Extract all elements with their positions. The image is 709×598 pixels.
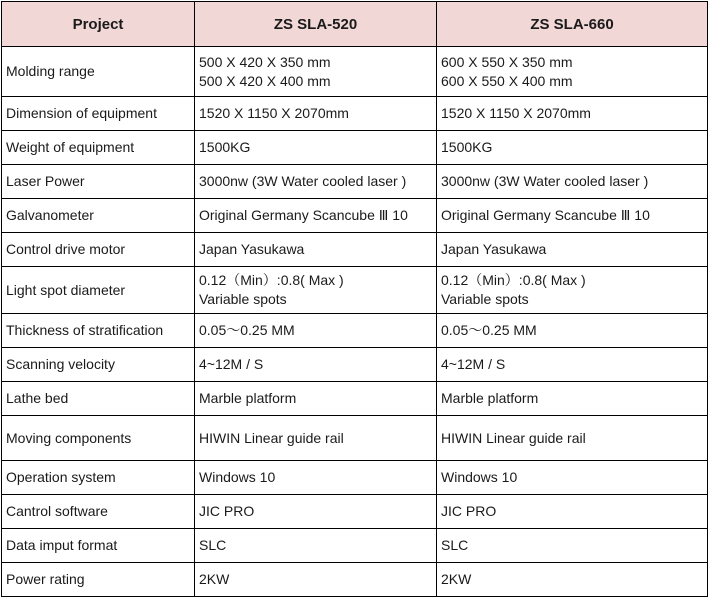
row-label: Thickness of stratification [2, 314, 195, 348]
cell-sla-660 [437, 416, 708, 461]
cell-line: HIWIN Linear guide rail [199, 429, 344, 446]
cell-sla-520 [195, 131, 437, 165]
cell-line: 3000nw (3W Water cooled laser ) [199, 173, 407, 189]
table-row [2, 233, 708, 267]
row-label: Control drive motor [2, 233, 195, 267]
table-row [2, 382, 708, 416]
cell-sla-660 [437, 199, 708, 233]
cell-line: Japan Yasukawa [199, 241, 305, 257]
cell-sla-660 [437, 382, 708, 416]
row-label: Weight of equipment [2, 131, 195, 165]
cell-sla-520 [195, 165, 437, 199]
cell-sla-660 [437, 131, 708, 165]
table-row [2, 348, 708, 382]
cell-line: 1500KG [441, 139, 493, 155]
cell-sla-520 [195, 348, 437, 382]
cell-sla-520 [195, 97, 437, 131]
cell-line: SLC [199, 537, 227, 553]
cell-line: Original Germany Scancube Ⅲ 10 [199, 207, 408, 223]
cell-line: 600 X 550 X 350 mm [441, 53, 573, 70]
cell-sla-660 [437, 461, 708, 495]
cell-line: 4~12M / S [441, 356, 506, 372]
header-project: Project [2, 2, 195, 47]
cell-line: HIWIN Linear guide rail [441, 429, 586, 446]
row-label: Moving components [2, 416, 195, 461]
cell-sla-660 [437, 267, 708, 314]
cell-sla-660 [437, 529, 708, 563]
cell-sla-660 [437, 495, 708, 529]
cell-sla-660 [437, 348, 708, 382]
row-label: Power rating [2, 563, 195, 597]
cell-line: JIC PRO [441, 503, 497, 519]
cell-line: Marble platform [199, 390, 297, 406]
cell-line: 0.05～0.25 MM [199, 322, 295, 338]
row-label: Cantrol software [2, 495, 195, 529]
header-row [2, 2, 708, 47]
table-row [2, 165, 708, 199]
cell-sla-520 [195, 563, 437, 597]
header-model-660: ZS SLA-660 [437, 2, 708, 47]
row-label: Molding range [2, 47, 195, 97]
cell-line: Windows 10 [441, 469, 518, 485]
row-label: Galvanometer [2, 199, 195, 233]
cell-sla-660 [437, 165, 708, 199]
cell-sla-520 [195, 47, 437, 97]
cell-line: 2KW [199, 571, 230, 587]
cell-sla-660 [437, 563, 708, 597]
cell-line: Variable spots [441, 291, 529, 307]
cell-line: JIC PRO [199, 503, 255, 519]
row-label: Laser Power [2, 165, 195, 199]
table-row [2, 461, 708, 495]
table-row [2, 97, 708, 131]
cell-line: 600 X 550 X 400 mm [441, 72, 573, 89]
cell-sla-520 [195, 529, 437, 563]
cell-sla-520 [195, 416, 437, 461]
row-label: Dimension of equipment [2, 97, 195, 131]
cell-sla-520 [195, 314, 437, 348]
table-row [2, 563, 708, 597]
cell-sla-660 [437, 233, 708, 267]
cell-line: Original Germany Scancube Ⅲ 10 [441, 207, 650, 223]
cell-line: 4~12M / S [199, 356, 264, 372]
cell-line: 0.12（Min）:0.8( Max ) [199, 272, 344, 288]
cell-line: Windows 10 [199, 469, 276, 485]
row-label: Operation system [2, 461, 195, 495]
row-label: Scanning velocity [2, 348, 195, 382]
cell-line: 1520 X 1150 X 2070mm [441, 105, 591, 121]
cell-line: SLC [441, 537, 469, 553]
table-row [2, 47, 708, 97]
cell-line: Japan Yasukawa [441, 241, 547, 257]
cell-line: 0.12（Min）:0.8( Max ) [441, 272, 586, 288]
cell-sla-520 [195, 495, 437, 529]
cell-sla-520 [195, 199, 437, 233]
cell-sla-660 [437, 97, 708, 131]
cell-sla-660 [437, 47, 708, 97]
cell-sla-520 [195, 461, 437, 495]
cell-line: 500 X 420 X 400 mm [199, 72, 331, 89]
cell-sla-520 [195, 382, 437, 416]
table-row [2, 314, 708, 348]
spec-body [2, 47, 708, 597]
row-label: Data imput format [2, 529, 195, 563]
row-label: Lathe bed [2, 382, 195, 416]
cell-line: 500 X 420 X 350 mm [199, 53, 331, 70]
cell-line: 1500KG [199, 139, 251, 155]
table-row [2, 416, 708, 461]
table-row [2, 131, 708, 165]
cell-line: 0.05～0.25 MM [441, 322, 537, 338]
cell-sla-520 [195, 233, 437, 267]
cell-line: Marble platform [441, 390, 539, 406]
table-row [2, 495, 708, 529]
table-row [2, 529, 708, 563]
cell-sla-660 [437, 314, 708, 348]
cell-line: 1520 X 1150 X 2070mm [199, 105, 349, 121]
cell-sla-520 [195, 267, 437, 314]
table-row [2, 267, 708, 314]
cell-line: Variable spots [199, 291, 287, 307]
row-label: Light spot diameter [2, 267, 195, 314]
table-row [2, 199, 708, 233]
spec-table [1, 1, 708, 597]
cell-line: 3000nw (3W Water cooled laser ) [441, 173, 649, 189]
header-model-520: ZS SLA-520 [195, 2, 437, 47]
cell-line: 2KW [441, 571, 472, 587]
